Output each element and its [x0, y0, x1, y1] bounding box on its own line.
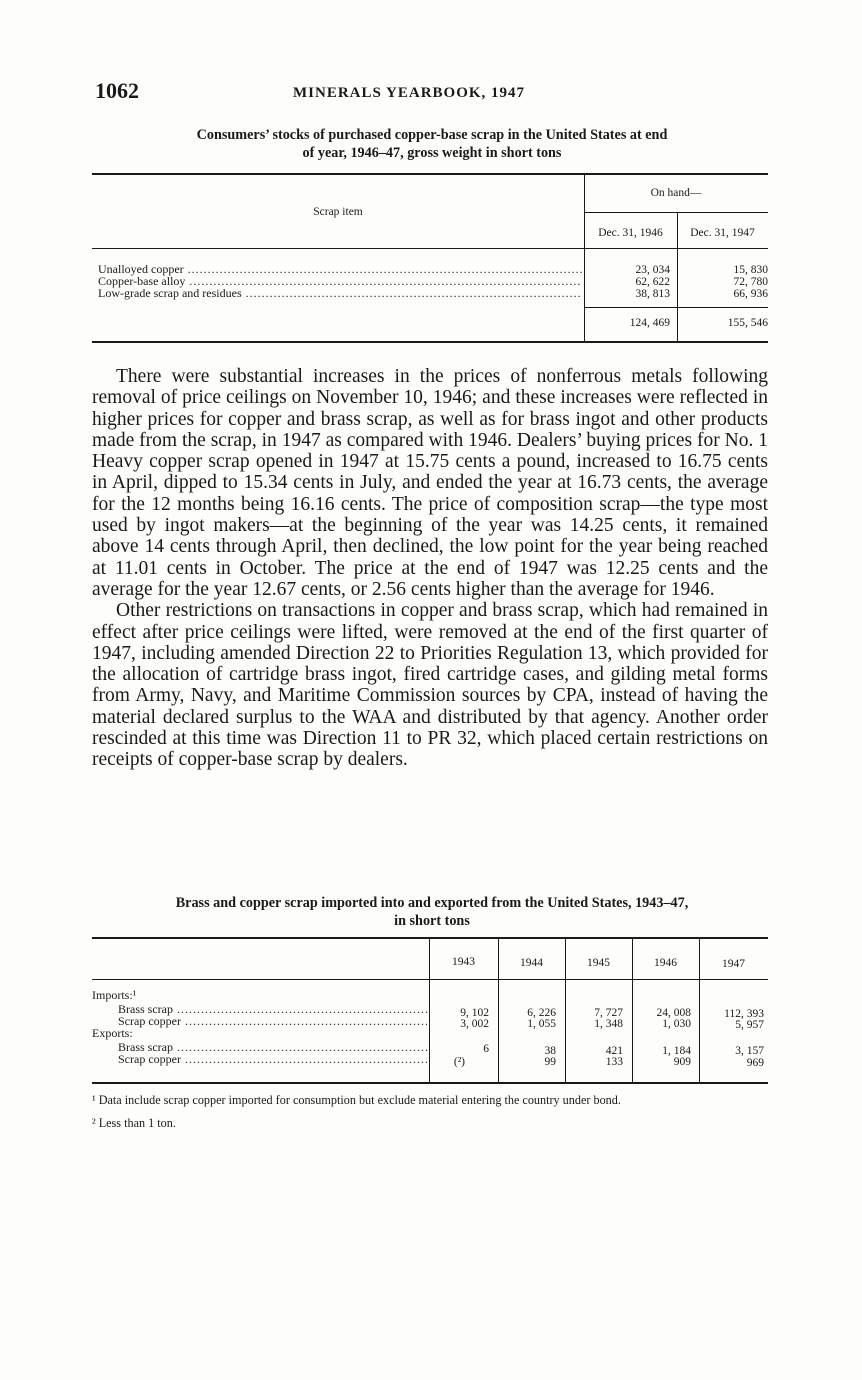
cell-value: 62, 622: [635, 276, 670, 288]
table1-title-line1: Consumers’ stocks of purchased copper-base scrap in the United States at end: [196, 127, 668, 143]
cell-value: 72, 780: [733, 276, 768, 288]
cell-value: 24, 008: [656, 1007, 691, 1019]
table1-top-rule: [92, 173, 768, 175]
paragraph: Other restrictions on transactions in copper and brass scrap, which had remained in effect after price ceilings were lifted, were removed at the end of the first quarter of 1947, including amended Direction 22 to Priorities Regulation 13, which provided for the allocation of cartridge brass ingot, fired cartridge cases, and gilding metal forms from Army, Navy, and Maritime Commission sources by CPA, instead of having the material declared surplus to the WAA and distributed by that agency. Another order rescinded at this time was Direction 11 to PR 32, which placed certain restrictions on receipts of copper-base scrap by dealers.: [92, 600, 768, 771]
row-label: Low-grade scrap and residues .....: [98, 286, 582, 301]
table1-group-rule: [584, 212, 768, 213]
table1-group-header: On hand—: [650, 187, 702, 199]
table1-stub-header: Scrap item: [313, 206, 363, 218]
cell-value: 1, 184: [662, 1045, 691, 1057]
cell-value: 38: [544, 1045, 556, 1057]
row-label: Unalloyed copper .....: [98, 262, 582, 277]
running-head: MINERALS YEARBOOK, 1947: [293, 85, 526, 101]
cell-value: 23, 034: [635, 264, 670, 276]
table2-year-header: 1945: [587, 957, 610, 969]
total-value: 155, 546: [727, 317, 768, 329]
row-label: Brass scrap .....: [118, 1002, 427, 1017]
table2-title-line1: Brass and copper scrap imported into and exported from the United States, 1943–47,: [175, 895, 689, 911]
section-label-imports: Imports:¹: [92, 988, 137, 1002]
cell-value: 133: [605, 1056, 623, 1068]
cell-value: 7, 727: [594, 1007, 623, 1019]
cell-value: 3, 002: [460, 1018, 489, 1030]
paragraph: There were substantial increases in the prices of nonferrous metals following removal of price ceilings on November 10, 1946; and these increases were reflected in higher prices for copper and brass scrap, as well as for brass ingot and other products made from the scrap, in 1947 as compared with 1946. Dealers’ buying prices for No. 1 Heavy copper scrap opened in 1947 at 15.75 cents a pound, increased to 16.75 cents in April, dipped to 15.34 cents in July, and ended the year at 16.73 cents, the average for the 12 months being 16.16 cents. The price of composition scrap—the type most used by ingot makers—at the beginning of the year was 14.25 cents, it remained above 14 cents through April, then declined, the low point for the year being reached at 11.01 cents in October. The price at the end of 1947 was 12.25 cents and the average for the year 12.67 cents, or 2.56 cents higher than the average for 1946.: [92, 366, 768, 600]
table1-header-rule: [92, 248, 768, 249]
table1-total-rule: [584, 307, 768, 308]
cell-value: (²): [453, 1056, 465, 1068]
cell-value: 6, 226: [527, 1007, 556, 1019]
cell-value: 6: [483, 1043, 489, 1055]
cell-value: 3, 157: [735, 1045, 764, 1057]
table2-year-header: 1944: [520, 957, 543, 969]
cell-value: 909: [673, 1056, 691, 1068]
table2-title-line2: in short tons: [394, 913, 470, 929]
total-value: 124, 469: [629, 317, 670, 329]
table1-col-header: Dec. 31, 1946: [598, 227, 663, 239]
table2-top-rule: [92, 937, 768, 939]
cell-value: 1, 348: [594, 1018, 623, 1030]
row-label: Scrap copper .....: [118, 1014, 427, 1029]
table2-year-header: 1946: [654, 957, 677, 969]
cell-value: 38, 813: [635, 288, 670, 300]
cell-value: 5, 957: [735, 1019, 764, 1031]
table2-header-rule: [92, 979, 768, 980]
cell-value: 15, 830: [733, 264, 768, 276]
table1-col-header: Dec. 31, 1947: [690, 227, 755, 239]
cell-value: 66, 936: [733, 288, 768, 300]
body-text: [92, 366, 768, 771]
table1-title-line2: of year, 1946–47, gross weight in short tons: [302, 145, 562, 161]
footnote: ² Less than 1 ton.: [92, 1116, 176, 1130]
table2-year-header: 1943: [452, 956, 475, 968]
cell-value: 99: [544, 1056, 556, 1068]
cell-value: 969: [746, 1057, 764, 1069]
cell-value: 9, 102: [460, 1007, 489, 1019]
cell-value: 1, 055: [527, 1018, 556, 1030]
footnote: ¹ Data include scrap copper imported for consumption but exclude material entering the country under bond.: [92, 1093, 621, 1107]
section-label-exports: Exports:: [92, 1026, 133, 1040]
row-label: Scrap copper .....: [118, 1052, 427, 1067]
cell-value: 421: [605, 1045, 623, 1057]
table1-bottom-rule: [92, 341, 768, 343]
page-number: 1062: [95, 78, 139, 103]
row-label: Brass scrap .....: [118, 1040, 427, 1055]
table2-year-header: 1947: [722, 958, 745, 970]
row-label: Copper-base alloy .....: [98, 274, 582, 289]
cell-value: 1, 030: [662, 1018, 691, 1030]
table2-bottom-rule: [92, 1082, 768, 1084]
cell-value: 112, 393: [724, 1008, 764, 1020]
